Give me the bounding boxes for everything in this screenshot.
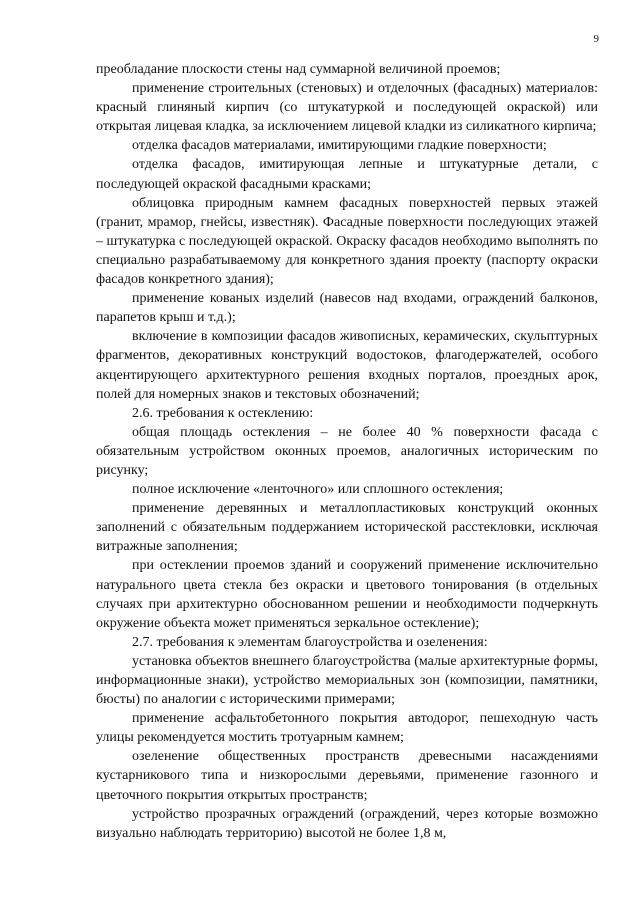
paragraph: включение в композиции фасадов живописных, керамических, скульптурных фрагментов, декоративных конструкций водостоков, флагодержателей, особого акцентирующего архитектурного решения входных порталов, проездных арок, полей для номерных знаков и текстовых обозначений; — [96, 329, 598, 402]
paragraph: при остеклении проемов зданий и сооружений применение исключительно натурального цвета стекла без окраски и цветового тонирования (в отдельных случаях при архитектурно обоснованном решении и необходимости подчеркнуть окружение объекта может применяться зеркальное остекление); — [96, 558, 598, 631]
paragraph: устройство прозрачных ограждений (ограждений, через которые возможно визуально наблюдать территорию) высотой не более 1,8 м, — [96, 806, 598, 841]
paragraph: применение асфальтобетонного покрытия автодорог, пешеходную часть улицы рекомендуется мостить тротуарным камнем; — [96, 711, 598, 746]
page-number: 9 — [593, 33, 599, 45]
paragraph: установка объектов внешнего благоустройства (малые архитектурные формы, информационные знаки), устройство мемориальных зон (композиции, памятники, бюсты) по аналогии с историческими примерами; — [96, 653, 598, 708]
section-heading: 2.6. требования к остеклению: — [132, 405, 314, 421]
section-heading: 2.7. требования к элементам благоустройства и озеленения: — [132, 634, 488, 650]
paragraph: применение строительных (стеновых) и отделочных (фасадных) материалов: красный глиняный кирпич (со штукатуркой и последующей окраской) или открытая лицевая кладка, за исключением лицевой кладки из силикатного кирпича; — [96, 81, 598, 135]
paragraph: применение кованых изделий (навесов над входами, ограждений балконов, парапетов крыш и т.д.); — [96, 291, 598, 326]
paragraph: преобладание плоскости стены над суммарной величиной проемов; — [96, 62, 501, 77]
paragraph: отделка фасадов, имитирующая лепные и штукатурные детали, с последующей окраской фасадными красками; — [96, 157, 598, 192]
paragraph: озеленение общественных пространств древесными насаждениями кустарникового типа и низкорослыми деревьями, применение газонного и цветочного покрытия открытых пространств; — [96, 749, 598, 803]
paragraph: общая площадь остекления – не более 40 % поверхности фасада с обязательным устройством оконных проемов, аналогичных историческим по рисунку; — [96, 424, 598, 478]
paragraph: облицовка природным камнем фасадных поверхностей первых этажей (гранит, мрамор, гнейсы, известняк). Фасадные поверхности последующих этажей – штукатурка с последующей окраской. Окраску фасадов необходимо выполнять по специально разрабатываемому для конкретного здания проекту (паспорту окраски фасадов конкретного здания); — [96, 195, 598, 288]
paragraph: отделка фасадов материалами, имитирующими гладкие поверхности; — [132, 138, 547, 154]
paragraph: применение деревянных и металлопластиковых конструкций оконных заполнений с обязательным поддержанием исторической расстекловки, исключая витражные заполнения; — [96, 501, 598, 555]
document-body — [96, 60, 598, 843]
paragraph: полное исключение «ленточного» или сплошного остекления; — [132, 482, 504, 498]
